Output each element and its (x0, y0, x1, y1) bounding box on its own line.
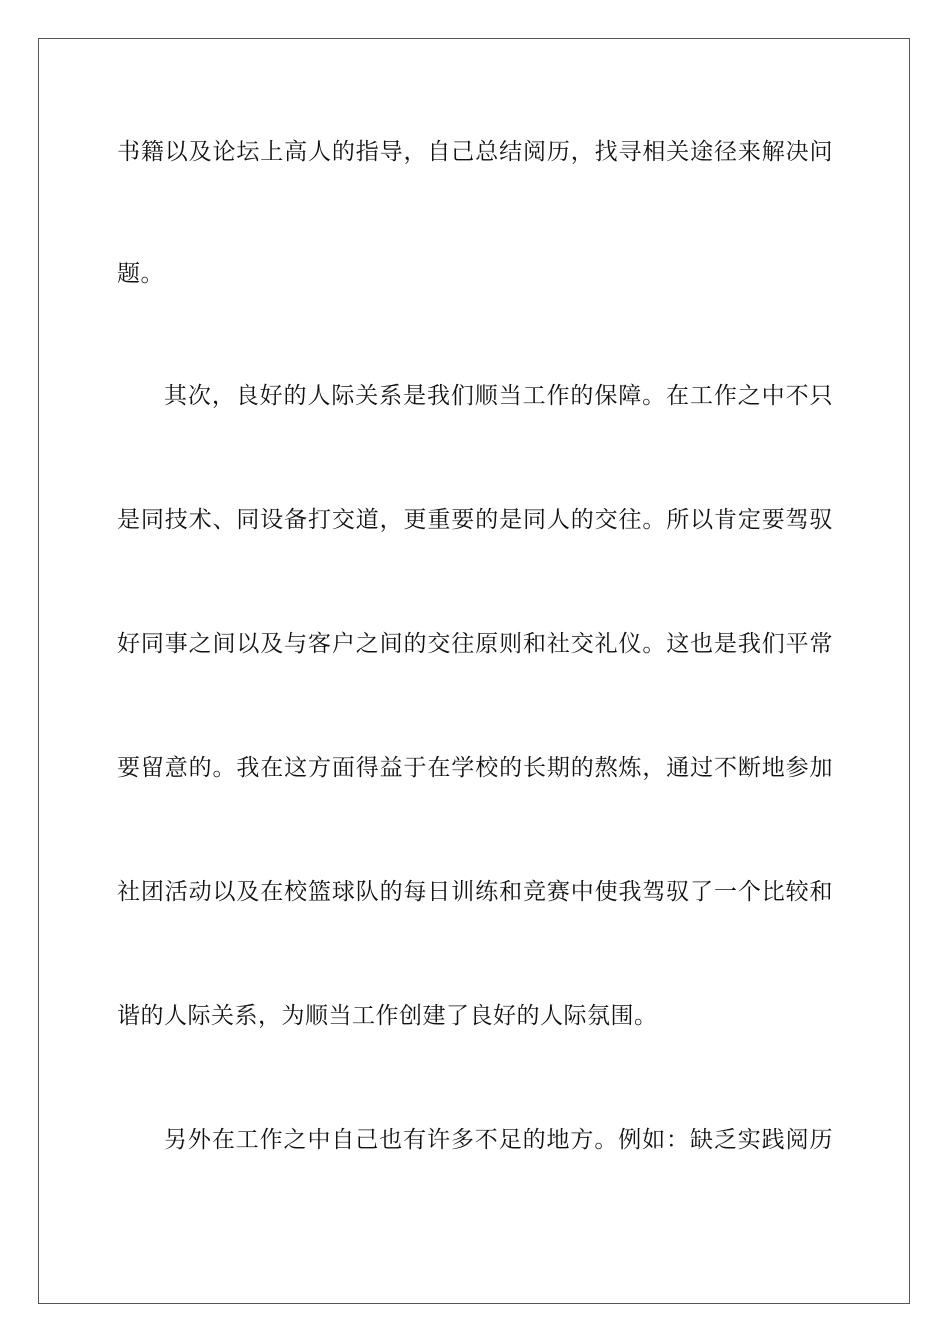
page-border (38, 38, 910, 1304)
text-line-2: 题。 (117, 261, 164, 287)
text-line-6: 要留意的。我在这方面得益于在学校的长期的熬炼，通过不断地参加 (117, 755, 833, 781)
text-line-5: 好同事之间以及与客户之间的交往原则和社交礼仪。这也是我们平常 (117, 631, 833, 657)
text-line-3: 其次，良好的人际关系是我们顺当工作的保障。在工作之中不只 (164, 383, 833, 409)
text-line-9: 另外在工作之中自己也有许多不足的地方。例如：缺乏实践阅历 (164, 1127, 833, 1153)
text-line-7: 社团活动以及在校篮球队的每日训练和竞赛中使我驾驭了一个比较和 (117, 879, 833, 905)
text-line-1: 书籍以及论坛上高人的指导，自己总结阅历，找寻相关途径来解决问 (117, 139, 833, 165)
text-line-8: 谐的人际关系，为顺当工作创建了良好的人际氛围。 (117, 1003, 658, 1029)
text-line-4: 是同技术、同设备打交道，更重要的是同人的交往。所以肯定要驾驭 (117, 507, 833, 533)
